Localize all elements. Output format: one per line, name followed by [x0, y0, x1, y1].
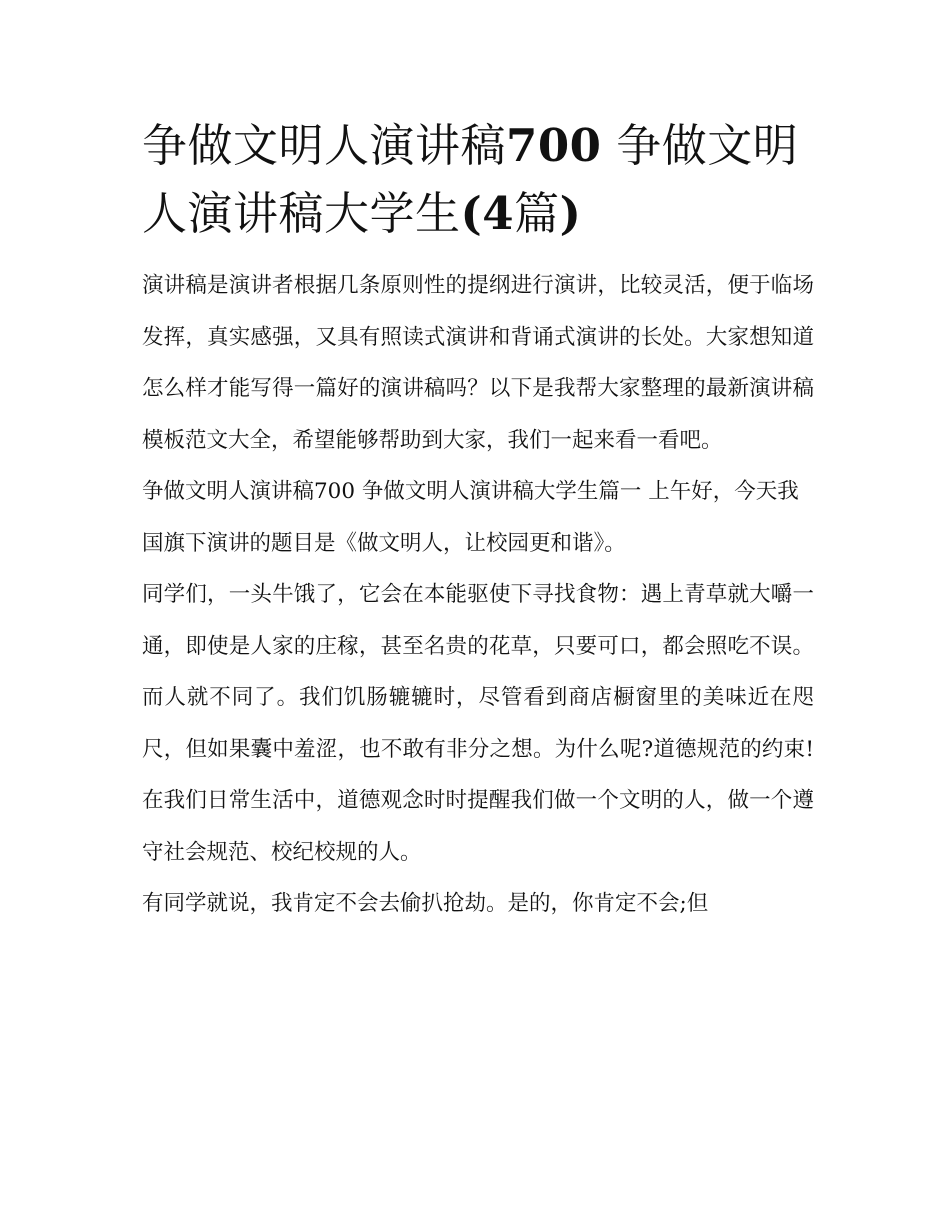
document-body: [142, 260, 814, 930]
paragraph-continuation: 有同学就说，我肯定不会去偷扒抢劫。是的，你肯定不会;但: [142, 891, 709, 916]
paragraph-section-heading: 争做文明人演讲稿700 争做文明人演讲稿大学生篇一 上午好，今天我国旗下演讲的题目是《做文明人，让校园更和谐》。: [142, 479, 799, 556]
paragraph-body: 同学们，一头牛饿了，它会在本能驱使下寻找食物：遇上青草就大嚼一通，即使是人家的庄稼，甚至名贵的花草，只要可口，都会照吃不误。而人就不同了。我们饥肠辘辘时，尽管看到商店橱窗里的美味近在咫尺，但如果囊中羞涩，也不敢有非分之想。为什么呢?道德规范的约束!在我们日常生活中，道德观念时时提醒我们做一个文明的人，做一个遵守社会规范、校纪校规的人。: [142, 582, 814, 865]
document-content: [142, 112, 814, 930]
paragraph-intro: 演讲稿是演讲者根据几条原则性的提纲进行演讲，比较灵活，便于临场发挥，真实感强，又具有照读式演讲和背诵式演讲的长处。大家想知道怎么样才能写得一篇好的演讲稿吗？以下是我帮大家整理的最新演讲稿模板范文大全，希望能够帮助到大家，我们一起来看一看吧。: [142, 273, 814, 453]
document-title: 争做文明人演讲稿700 争做文明人演讲稿大学生(4篇): [142, 119, 799, 240]
